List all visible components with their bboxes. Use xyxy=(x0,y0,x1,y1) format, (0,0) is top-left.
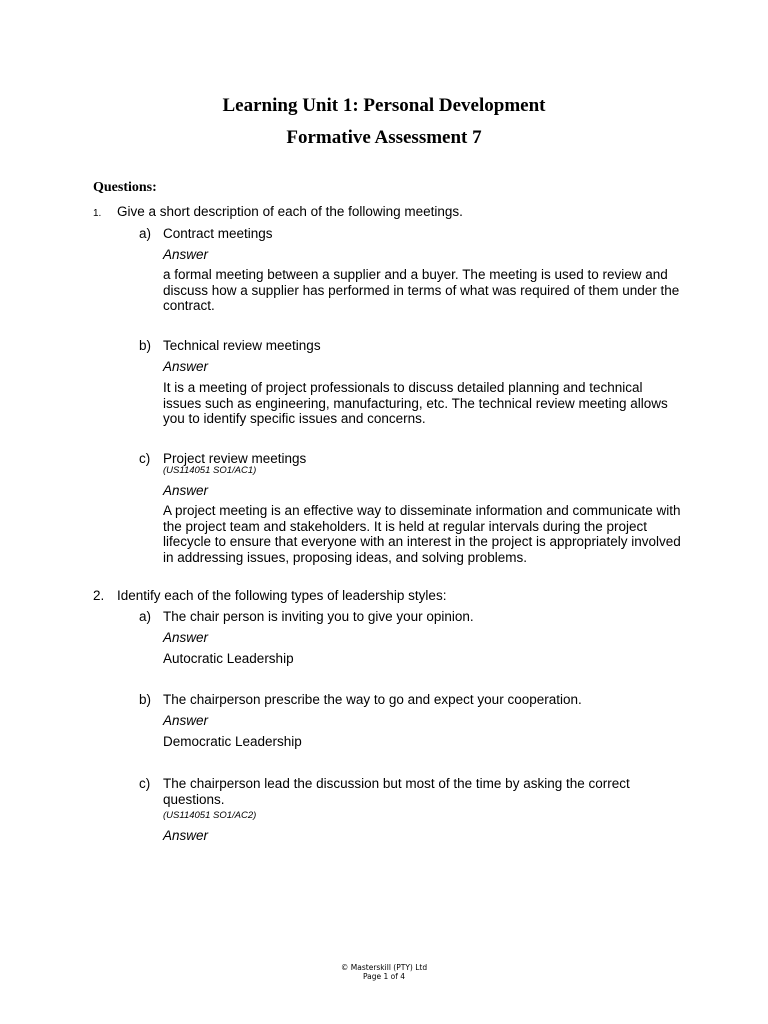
question-1c-text: Project review meetings xyxy=(163,451,307,466)
question-2b-letter: b) xyxy=(139,692,152,707)
question-1b-letter: b) xyxy=(139,338,152,353)
question-2b-answer: Democratic Leadership xyxy=(163,734,302,749)
answer-label: Answer xyxy=(163,828,209,843)
answer-label: Answer xyxy=(163,247,209,262)
question-2c-text: The chairperson lead the discussion but most of the time by asking the correct questions. xyxy=(163,776,630,807)
question-2a-letter: a) xyxy=(139,609,152,624)
questions-heading: Questions: xyxy=(93,180,157,195)
footer-copyright: © Masterskill (PTY) Ltd xyxy=(340,963,428,972)
question-1a-answer: a formal meeting between a supplier and a buyer. The meeting is used to review and discuss how a supplier has performed in terms of what was required of them under the contract. xyxy=(163,267,680,313)
answer-label: Answer xyxy=(163,713,209,728)
question-1c-letter: c) xyxy=(139,451,151,466)
question-1c-answer: A project meeting is an effective way to disseminate information and communicate with the project team and stakeholders. It is held at regular intervals during the project lifecycle to ensure that everyone with an interest in the project is appropriately involved in addressing issues, proposing ideas, and solving problems. xyxy=(163,503,681,565)
question-2-number: 2. xyxy=(93,588,105,603)
question-2b-text: The chairperson prescribe the way to go and expect your cooperation. xyxy=(163,692,582,707)
question-1a-letter: a) xyxy=(139,226,152,241)
footer-page-number: Page 1 of 4 xyxy=(362,972,406,981)
answer-label: Answer xyxy=(163,359,209,374)
document-subtitle: Formative Assessment 7 xyxy=(286,127,482,148)
question-1b-answer: It is a meeting of project professionals to discuss detailed planning and technical issues such as engineering, manufacturing, etc. The technical review meeting allows you to identify specific issues and concerns. xyxy=(163,380,668,426)
question-1-number: 1. xyxy=(93,208,102,219)
question-2-prompt: Identify each of the following types of leadership styles: xyxy=(117,588,447,603)
answer-label: Answer xyxy=(163,630,209,645)
document-title: Learning Unit 1: Personal Development xyxy=(222,95,546,116)
question-1a-text: Contract meetings xyxy=(163,226,273,241)
question-2a-text: The chair person is inviting you to give your opinion. xyxy=(163,609,474,624)
answer-label: Answer xyxy=(163,483,209,498)
question-1c-reference: (US114051 SO1/AC1) xyxy=(163,465,257,476)
question-2c-reference: (US114051 SO1/AC2) xyxy=(163,810,257,821)
question-1-prompt: Give a short description of each of the following meetings. xyxy=(117,204,463,219)
question-2a-answer: Autocratic Leadership xyxy=(163,651,294,666)
question-2c-letter: c) xyxy=(139,776,151,791)
question-1b-text: Technical review meetings xyxy=(163,338,321,353)
